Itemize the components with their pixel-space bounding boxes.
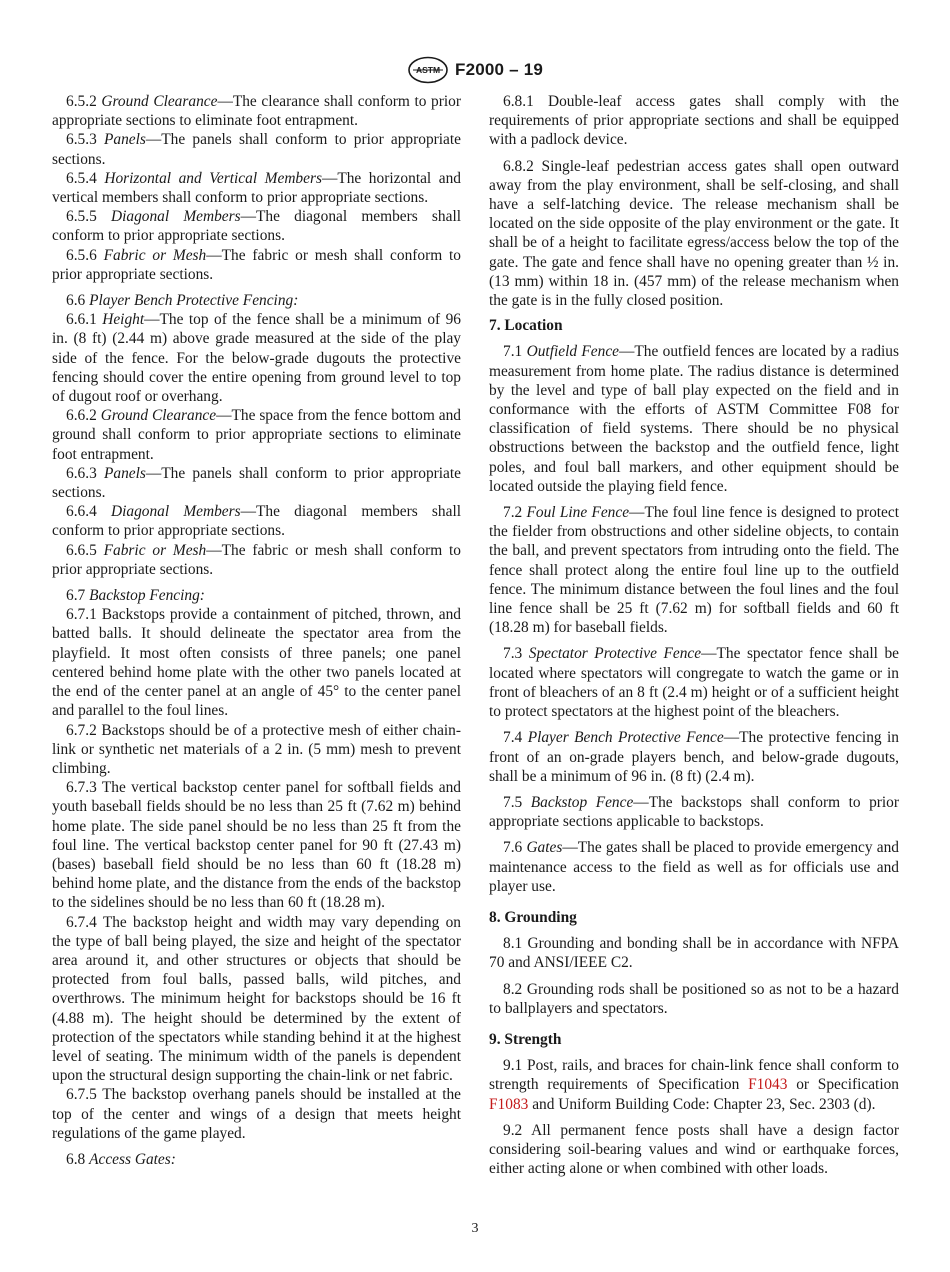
paragraph-text: Double-leaf access gates shall comply with the requirements of prior appropriate sections and shall be equipped with a padlock device. bbox=[489, 93, 899, 149]
paragraph bbox=[52, 778, 461, 912]
page-number: 3 bbox=[471, 1221, 479, 1236]
paragraph-number: 7.3 bbox=[503, 645, 523, 663]
paragraph-text: —The spectator fence shall be located where spectators will congregate to watch the game or in front of bleachers of an 8 ft (2.4 m) height or of a sufficient height to protect spectators at the highest point of the bleachers. bbox=[489, 645, 899, 721]
paragraph-number: 6.8.1 bbox=[503, 93, 534, 110]
document-designation: F2000 – 19 bbox=[454, 60, 543, 79]
paragraph-number: 6.6.2 bbox=[66, 407, 97, 425]
paragraph-number: 6.5.4 bbox=[66, 169, 97, 187]
section-heading: 9. Strength bbox=[489, 1030, 562, 1048]
paragraph-text: Backstops provide a containment of pitched, thrown, and batted balls. It should delineate the spectator area from the playfield. It most often consists of three panels; one panel centered behind home plate with the other two panels located at the end of the center panel at an angle of 45° to the center panel and parallel to the foul lines. bbox=[52, 606, 461, 720]
paragraph-text: Single-leaf pedestrian access gates shall open outward away from the play environment, shall be self-closing, and shall have a self-latching device. The release mechanism shall be located on the side opposite of the play environment or the gate. It shall be of a height to facilitate egress/access below the top of the gate. The gate and fence shall have no opening greater than ½ in. (13 mm) within 18 in. (457 mm) of the release mechanism when the gate is in the fully closed position. bbox=[489, 157, 899, 310]
paragraph-text: Grounding and bonding shall be in accordance with NFPA 70 and ANSI/IEEE C2. bbox=[489, 935, 899, 972]
paragraph-title: Fabric or Mesh bbox=[103, 246, 207, 264]
section-heading: 8. Grounding bbox=[489, 908, 577, 926]
paragraph bbox=[489, 1056, 899, 1114]
paragraph-text: The backstop overhang panels should be installed at the top of the center and wings of a design that meets height regulations of the game played. bbox=[52, 1086, 461, 1142]
paragraph-number: 7.2 bbox=[503, 504, 523, 522]
paragraph-number: 7.1 bbox=[503, 343, 523, 361]
paragraph-text: Post, rails, and braces for chain-link fence shall conform to strength requirements of Specification bbox=[489, 1057, 900, 1094]
paragraph-text: —The gates shall be placed to provide emergency and maintenance access to the field as well as for officials use and player use. bbox=[489, 839, 899, 895]
svg-text:ASTM: ASTM bbox=[415, 65, 441, 75]
paragraph-title: Fabric or Mesh bbox=[103, 541, 207, 559]
paragraph-title: Player Bench Protective Fencing: bbox=[89, 292, 299, 310]
paragraph-title: Player Bench Protective Fence bbox=[527, 729, 724, 747]
paragraph bbox=[52, 464, 461, 502]
paragraph-number: 6.6 bbox=[66, 292, 86, 310]
paragraph-number: 6.7.2 bbox=[66, 721, 97, 739]
paragraph-text: —The clearance shall conform to prior appropriate sections to eliminate foot entrapment. bbox=[52, 93, 461, 130]
paragraph-number: 6.5.2 bbox=[66, 93, 97, 110]
paragraph-text: —The fabric or mesh shall conform to prior appropriate sections. bbox=[52, 541, 462, 578]
paragraph-title: Spectator Protective Fence bbox=[528, 645, 702, 663]
paragraph-number: 9.1 bbox=[503, 1057, 523, 1075]
paragraph bbox=[52, 1085, 461, 1143]
paragraph bbox=[52, 169, 461, 207]
paragraph-number: 6.7 bbox=[66, 587, 86, 605]
paragraph-number: 6.6.3 bbox=[66, 464, 97, 482]
paragraph bbox=[52, 605, 461, 720]
paragraph-number: 6.8.2 bbox=[503, 157, 534, 175]
paragraph-number: 6.6.4 bbox=[66, 503, 97, 521]
paragraph-title: Diagonal Members bbox=[110, 503, 241, 521]
paragraph bbox=[52, 586, 461, 605]
paragraph-number: 6.7.1 bbox=[66, 606, 97, 624]
paragraph-text: —The backstops shall conform to prior appropriate sections applicable to backstops. bbox=[489, 793, 899, 831]
paragraph-text: —The panels shall conform to prior appropriate sections. bbox=[52, 464, 461, 502]
paragraph-text: and Uniform Building Code: Chapter 23, Sec. 2303 (d). bbox=[528, 1095, 876, 1113]
paragraph-text: —The diagonal members shall conform to prior appropriate sections. bbox=[52, 208, 461, 245]
paragraph-number: 6.8 bbox=[66, 1150, 86, 1168]
paragraph bbox=[52, 92, 461, 130]
paragraph-title: Ground Clearance bbox=[100, 407, 217, 425]
paragraph-title: Panels bbox=[104, 131, 146, 149]
paragraph-text: —The foul line fence is designed to protect the fielder from obstructions and other sideline objects, to contain the ball, and prevent spectators from intruding onto the field. The fence shall protect along the entire foul line up to the outfield fence. The minimum distance between the foul lines and the foul line fence shall be 25 ft (7.62 m) for softball fields and 60 ft (18.28 m) for baseball fields. bbox=[489, 504, 899, 637]
paragraph bbox=[489, 644, 899, 721]
paragraph bbox=[489, 728, 899, 786]
right-column bbox=[489, 92, 899, 1178]
paragraph-number: 8.2 bbox=[503, 980, 523, 998]
paragraph bbox=[489, 342, 899, 496]
paragraph bbox=[52, 246, 461, 284]
paragraph-text: The backstop height and width may vary depending on the type of ball being played, the size and height of the spectator area around it, and other structures or objects that should be protected from foul balls, passed balls, wild pitches, and overthrows. The minimum height for backstops should be 16 ft (4.88 m). The height should be determined by the extent of protection of the spectators while standing behind it at the highest level of seating. The minimum width of the panels is dependent upon the structural design supporting the chain-link or net fabric. bbox=[52, 913, 461, 1085]
paragraph bbox=[52, 541, 461, 579]
spec-link-f1083[interactable]: F1083 bbox=[489, 1095, 529, 1113]
paragraph bbox=[489, 92, 899, 150]
paragraph bbox=[52, 406, 461, 464]
paragraph-title: Backstop Fence bbox=[530, 793, 634, 811]
paragraph-text: —The space from the fence bottom and ground shall conform to prior appropriate sections to eliminate foot entrapment. bbox=[52, 407, 461, 463]
paragraph-number: 6.5.3 bbox=[66, 131, 97, 149]
paragraph-title: Foul Line Fence bbox=[526, 504, 630, 522]
paragraph-text: All permanent fence posts shall have a design factor considering soil-bearing values and wind or earthquake forces, either acting alone or when combined with other loads. bbox=[489, 1121, 899, 1178]
paragraph-text: —The horizontal and vertical members shall conform to prior appropriate sections. bbox=[52, 169, 461, 207]
paragraph-number: 6.5.6 bbox=[66, 246, 97, 264]
paragraph bbox=[489, 793, 899, 831]
paragraph-text: —The diagonal members shall conform to prior appropriate sections. bbox=[52, 503, 461, 540]
paragraph-number: 9.2 bbox=[503, 1121, 523, 1139]
paragraph bbox=[489, 157, 899, 311]
paragraph bbox=[52, 721, 461, 779]
paragraph bbox=[489, 934, 899, 972]
paragraph-number: 7.5 bbox=[503, 793, 523, 811]
paragraph bbox=[52, 502, 461, 540]
paragraph-text: Backstops should be of a protective mesh of either chain-link or synthetic net materials of a 2 in. (5 mm) mesh to prevent climbing. bbox=[52, 721, 461, 777]
paragraph-text: The vertical backstop center panel for softball fields and youth baseball fields should be no less than 25 ft (7.62 m) behind home plate. The side panel should be no less than 25 ft from the foul line. The vertical backstop center panel for 90 ft (27.43 m) (bases) baseball field should be no less than 60 ft (18.28 m) behind home plate, and the distance from the ends of the backstop to the sidelines should be no less than 60 ft (18.28 m). bbox=[52, 779, 461, 912]
paragraph bbox=[52, 207, 461, 245]
section-heading: 7. Location bbox=[489, 317, 563, 335]
paragraph bbox=[489, 980, 899, 1018]
paragraph-text: —The outfield fences are located by a radius measurement from home plate. The radius distance is determined by the level and type of ball play expected on the field and in conformance with the efforts of ASTM Committee F08 for classification of field systems. There should be no physical obstructions between the backstop and the outfield fence, light poles, and foul ball markers, and other equipment should be located outside the playing field fence. bbox=[489, 343, 899, 495]
paragraph-title: Backstop Fencing: bbox=[89, 587, 205, 605]
paragraph-title: Panels bbox=[104, 464, 146, 482]
paragraph-number: 8.1 bbox=[503, 935, 523, 953]
paragraph bbox=[52, 913, 461, 1086]
paragraph-text: Grounding rods shall be positioned so as not to be a hazard to ballplayers and spectators. bbox=[489, 980, 899, 1017]
paragraph-number: 6.5.5 bbox=[66, 208, 97, 226]
paragraph-title: Access Gates: bbox=[89, 1150, 176, 1168]
paragraph-text: or Specification bbox=[787, 1076, 900, 1094]
paragraph-text: —The top of the fence shall be a minimum of 96 in. (8 ft) (2.44 m) above grade measured at the side of the play side of the fence. For the below-grade dugouts the protective fencing should cover the entire opening from ground level to top of dugout roof or overhang. bbox=[52, 311, 461, 406]
paragraph-text: —The panels shall conform to prior appropriate sections. bbox=[52, 131, 461, 168]
paragraph-title: Gates bbox=[526, 839, 563, 857]
paragraph-text: —The fabric or mesh shall conform to prior appropriate sections. bbox=[52, 246, 462, 283]
paragraph-title: Ground Clearance bbox=[101, 93, 218, 110]
page-header bbox=[0, 56, 950, 84]
paragraph bbox=[489, 503, 899, 637]
paragraph-number: 7.6 bbox=[503, 839, 523, 857]
paragraph bbox=[489, 838, 899, 896]
astm-logo-icon bbox=[407, 56, 449, 84]
paragraph-title: Outfield Fence bbox=[526, 343, 619, 361]
paragraph-number: 7.4 bbox=[503, 729, 523, 747]
paragraph-number: 6.7.4 bbox=[66, 913, 97, 931]
paragraph-number: 6.7.3 bbox=[66, 779, 97, 797]
paragraph-title: Diagonal Members bbox=[110, 208, 241, 226]
paragraph-number: 6.7.5 bbox=[66, 1086, 97, 1104]
spec-link-f1043[interactable]: F1043 bbox=[748, 1076, 788, 1094]
paragraph bbox=[52, 130, 461, 168]
paragraph bbox=[52, 310, 461, 406]
paragraph-title: Horizontal and Vertical Members bbox=[104, 169, 322, 187]
left-column bbox=[52, 92, 461, 1169]
paragraph-number: 6.6.5 bbox=[66, 541, 97, 559]
paragraph-number: 6.6.1 bbox=[66, 311, 97, 329]
paragraph-text: —The protective fencing in front of an on-grade players bench, and below-grade dugouts, shall be a minimum of 96 in. (8 ft) (2.4 m). bbox=[489, 729, 900, 785]
paragraph bbox=[489, 1121, 899, 1179]
paragraph bbox=[52, 1150, 461, 1169]
paragraph bbox=[52, 291, 461, 310]
paragraph-title: Height bbox=[102, 311, 145, 329]
